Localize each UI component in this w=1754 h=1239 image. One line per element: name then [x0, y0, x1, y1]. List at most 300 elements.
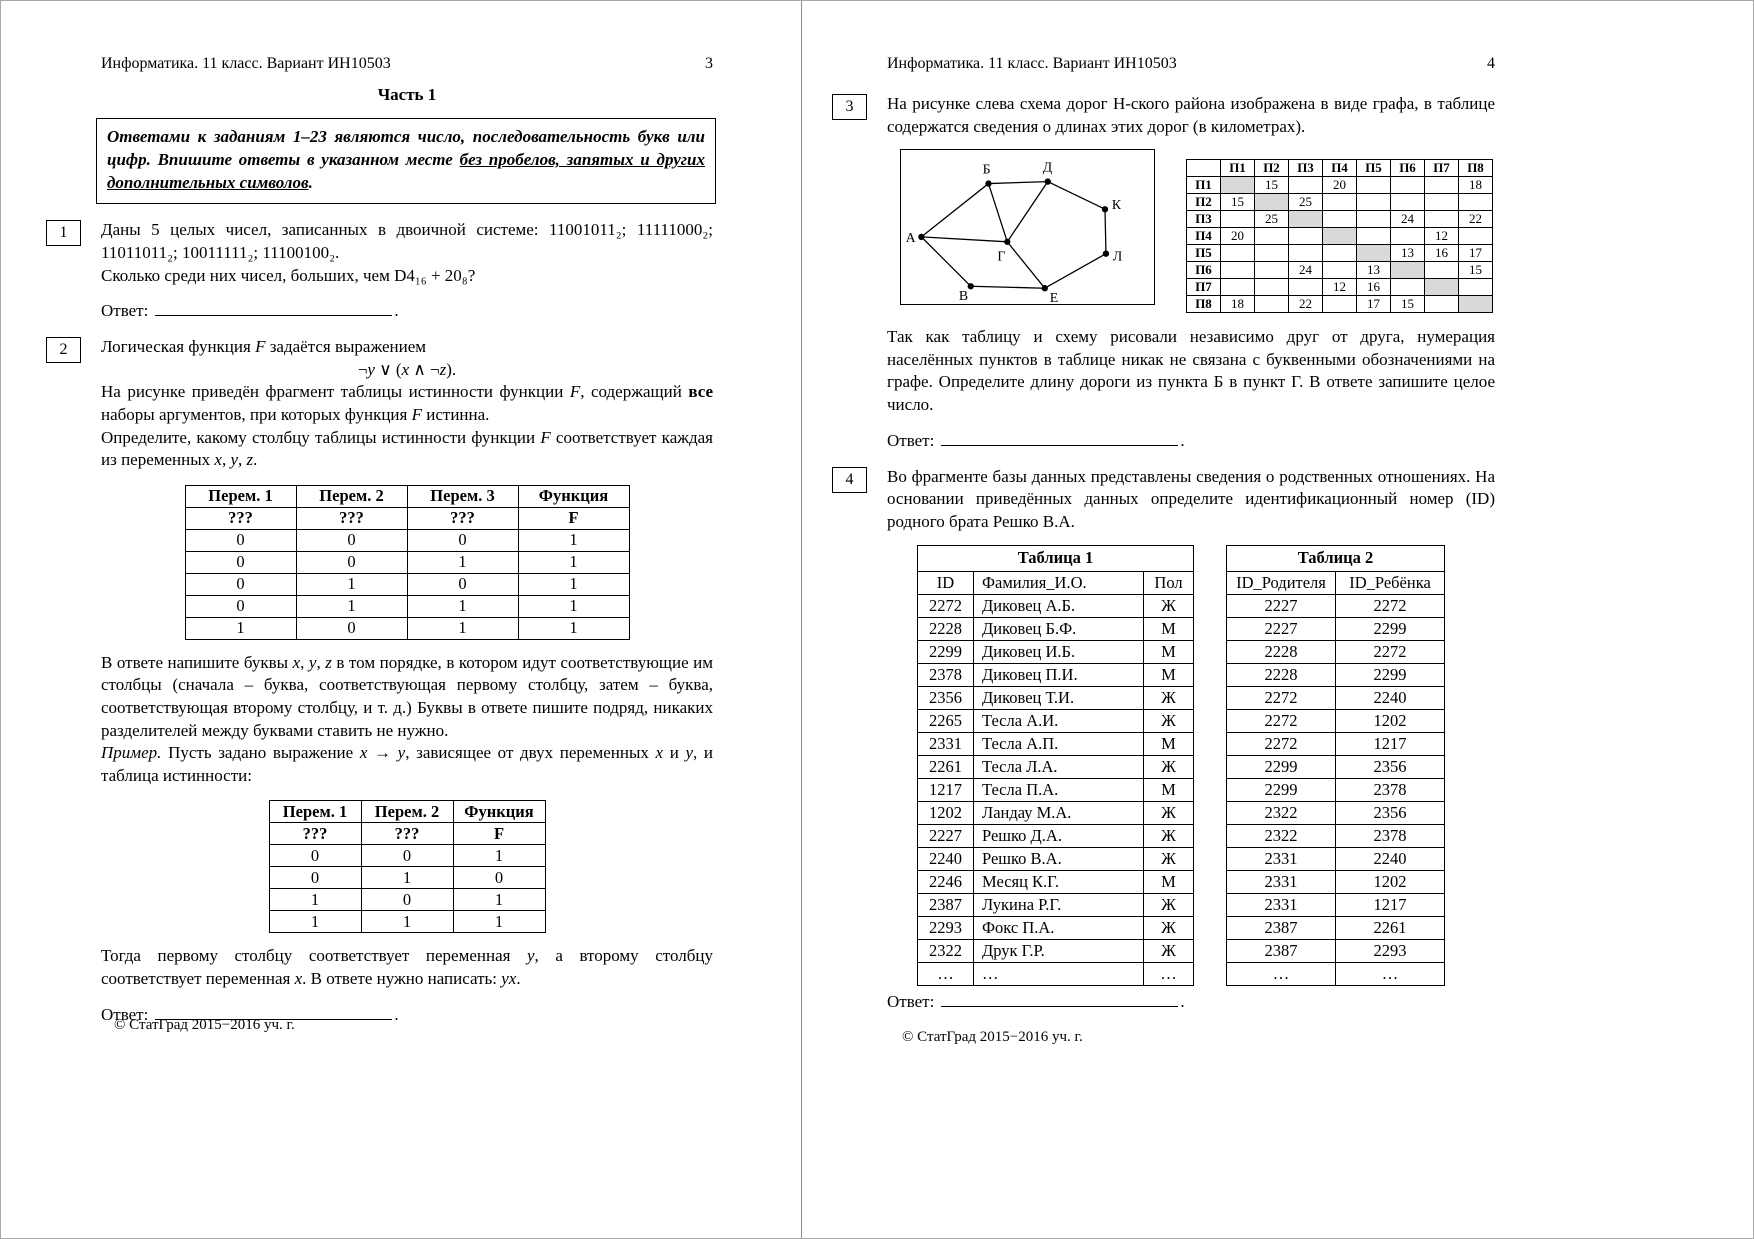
table-cell: …: [1336, 963, 1445, 986]
table-cell: П5: [1357, 160, 1391, 177]
table-cell: Перем. 2: [361, 801, 453, 823]
road-graph-figure: [900, 149, 1155, 305]
table-cell: 0: [361, 845, 453, 867]
table-cell: 0: [185, 573, 296, 595]
table-cell: 15: [1255, 177, 1289, 194]
table-cell: Пол: [1144, 572, 1194, 595]
table-row: [1187, 228, 1493, 245]
table-cell: 2261: [918, 756, 974, 779]
table-row: [1227, 871, 1445, 894]
table-row: [1227, 802, 1445, 825]
table-row: [1227, 664, 1445, 687]
table-row: [1227, 733, 1445, 756]
text-segment: задаётся выражением: [265, 337, 427, 357]
example-truth-table: [269, 800, 546, 933]
text-segment: ,: [300, 652, 309, 672]
table-cell: 0: [453, 867, 545, 889]
task-2-example-explanation: [101, 945, 713, 990]
table-cell: [1391, 194, 1425, 211]
table-cell: П1: [1187, 177, 1221, 194]
table-cell: …: [918, 963, 974, 986]
answer-label: Ответ:: [101, 301, 149, 321]
table-row: [185, 529, 629, 551]
table-cell: [1255, 228, 1289, 245]
table-caption: Таблица 2: [1226, 545, 1445, 571]
table-cell: [1289, 279, 1323, 296]
table-cell: 2293: [918, 917, 974, 940]
table-cell: 2387: [918, 894, 974, 917]
table-cell: Функция: [453, 801, 545, 823]
table-cell: 2356: [1336, 802, 1445, 825]
table-cell: Решко Д.А.: [974, 825, 1144, 848]
table-cell: [1323, 194, 1357, 211]
table-row: [918, 641, 1194, 664]
table-cell: [1391, 262, 1425, 279]
answer-blank: [941, 433, 1178, 446]
table-cell: Ж: [1144, 825, 1194, 848]
table-cell: 13: [1391, 245, 1425, 262]
text-segment: z: [439, 359, 447, 379]
table-row: [269, 911, 545, 933]
table-cell: 20: [1221, 228, 1255, 245]
table-cell: [1459, 279, 1493, 296]
table-cell: [1357, 245, 1391, 262]
table-row: [1187, 211, 1493, 228]
table-cell: П6: [1391, 160, 1425, 177]
text-segment: в том порядке, в котором идут соответствующие им столбцы (сначала – буква, соответствующая первому столбцу, затем – буква, соответствующая второму столбцу, и т. д.) Буквы в ответе пишите подряд, никаких разделителей между буквами ставить не нужно.: [101, 652, 714, 740]
table-cell: 20: [1323, 177, 1357, 194]
page-4: [802, 1, 1754, 1238]
table-cell: Тесла Л.А.: [974, 756, 1144, 779]
page-3: [1, 1, 801, 1238]
table-cell: 1: [453, 889, 545, 911]
table-cell: 2272: [918, 595, 974, 618]
table-cell: 2356: [918, 687, 974, 710]
table-cell: 0: [361, 889, 453, 911]
table-cell: 2322: [918, 940, 974, 963]
table-cell: ???: [185, 507, 296, 529]
table-cell: 0: [407, 573, 518, 595]
table-cell: 24: [1289, 262, 1323, 279]
table-cell: [1255, 262, 1289, 279]
text-segment: F: [411, 404, 422, 424]
table-cell: 2322: [1227, 825, 1336, 848]
text-segment: ,: [316, 652, 326, 672]
text-segment: В ответе напишите буквы: [101, 652, 293, 672]
text-segment: ¬: [357, 359, 368, 379]
task-2-description: [101, 381, 713, 426]
table-cell: 2227: [918, 825, 974, 848]
table-row: [918, 894, 1194, 917]
task-4-number-box: 4: [832, 467, 867, 493]
table-cell: 13: [1357, 262, 1391, 279]
table-cell: Перем. 3: [407, 485, 518, 507]
text-segment: .: [516, 969, 521, 989]
text-segment: соответствует каждая из переменных: [101, 427, 713, 470]
page-number: 3: [705, 55, 713, 72]
table-cell: ID_Ребёнка: [1336, 572, 1445, 595]
text-segment: yx: [501, 969, 517, 989]
table-row: [1187, 262, 1493, 279]
table-cell: 1: [453, 845, 545, 867]
table-row: [1227, 687, 1445, 710]
table-cell: [1323, 245, 1357, 262]
table-cell: 1202: [1336, 710, 1445, 733]
table-cell: 12: [1425, 228, 1459, 245]
svg-text:Л: Л: [1112, 248, 1123, 264]
table-row: [1227, 825, 1445, 848]
table-row: [918, 871, 1194, 894]
table-cell: Ландау М.А.: [974, 802, 1144, 825]
table-cell: 2387: [1227, 940, 1336, 963]
table-cell: Ж: [1144, 756, 1194, 779]
table-cell: [1323, 262, 1357, 279]
table-cell: 1: [407, 617, 518, 639]
text-segment: x: [294, 969, 303, 989]
table-row: [1227, 572, 1445, 595]
table-cell: 2227: [1227, 595, 1336, 618]
table-cell: Перем. 1: [185, 485, 296, 507]
text-segment: Ответами к заданиям 1–23 являются число, последовательность букв или цифр. Впишите ответы в указанном месте: [107, 127, 705, 170]
table-cell: 17: [1357, 296, 1391, 313]
table-cell: 1: [296, 595, 407, 617]
table-cell: Диковец Т.И.: [974, 687, 1144, 710]
table-row: [918, 618, 1194, 641]
table-cell: Друк Г.Р.: [974, 940, 1144, 963]
table-cell: 25: [1255, 211, 1289, 228]
table-cell: 16: [1357, 279, 1391, 296]
table-cell: [1425, 262, 1459, 279]
table-cell: [1255, 296, 1289, 313]
table-cell: 1: [296, 573, 407, 595]
table-cell: [1459, 228, 1493, 245]
table-cell: П3: [1289, 160, 1323, 177]
table-cell: Фамилия_И.О.: [974, 572, 1144, 595]
table-cell: 2331: [1227, 894, 1336, 917]
table-row: [185, 617, 629, 639]
table-cell: 1: [269, 889, 361, 911]
table-cell: 2265: [918, 710, 974, 733]
table-row: [1187, 160, 1493, 177]
table-cell: …: [1144, 963, 1194, 986]
table-row: [918, 572, 1194, 595]
svg-text:А: А: [905, 230, 916, 246]
text-segment: , содержащий: [580, 382, 689, 402]
table-row: [269, 889, 545, 911]
table-cell: [1323, 211, 1357, 228]
table-cell: М: [1144, 641, 1194, 664]
table-cell: 15: [1221, 194, 1255, 211]
task-1-text: Даны 5 целых чисел, записанных в двоичной системе: 11001011₂; 11111000₂; 11011011₂; 10011111₂; 11100100₂.: [101, 220, 713, 262]
table-row: [1187, 177, 1493, 194]
text-segment: Пусть задано выражение: [161, 743, 360, 763]
table-cell: [1323, 228, 1357, 245]
text-segment: Логическая функция: [101, 337, 256, 357]
table-row: [1227, 641, 1445, 664]
table-cell: 0: [185, 529, 296, 551]
table-cell: 2387: [1227, 917, 1336, 940]
table-row: [918, 710, 1194, 733]
table-cell: П2: [1255, 160, 1289, 177]
table-cell: ID: [918, 572, 974, 595]
task-3-question: Так как таблицу и схему рисовали независимо друг от друга, нумерация населённых пунктов в таблице никак не связана с буквенными обозначениями на графе. Определите длину дороги из пункта Б в пункт Г. В ответе запишите целое число.: [887, 327, 1495, 415]
table-cell: П3: [1187, 211, 1221, 228]
part-title: Часть 1: [377, 85, 437, 104]
table-cell: 2299: [1227, 756, 1336, 779]
table-cell: 1: [453, 911, 545, 933]
table-caption: Таблица 1: [917, 545, 1194, 571]
parent-child-table: [1226, 545, 1445, 986]
task-4: [845, 466, 1495, 1013]
table-cell: [1459, 194, 1493, 211]
text-segment: ,: [238, 450, 247, 470]
answer-line: [887, 431, 1495, 451]
table-cell: 0: [269, 845, 361, 867]
text-segment: Пример.: [101, 743, 162, 763]
table-cell: 1: [407, 595, 518, 617]
table-cell: 0: [269, 867, 361, 889]
text-segment: , зависящее от двух переменных: [405, 743, 656, 763]
table-cell: 2272: [1227, 733, 1336, 756]
text-segment: x: [359, 743, 368, 763]
answer-period: .: [1180, 430, 1185, 450]
table-row: [918, 733, 1194, 756]
table-cell: 1: [361, 911, 453, 933]
table-cell: [1357, 211, 1391, 228]
task-1-number-box: 1: [46, 220, 81, 246]
table-cell: Диковец А.Б.: [974, 595, 1144, 618]
road-graph: [901, 150, 1154, 304]
svg-text:Г: Г: [997, 248, 1006, 264]
answer-label: Ответ:: [887, 992, 935, 1012]
table-cell: 2378: [1336, 825, 1445, 848]
svg-text:Д: Д: [1042, 159, 1053, 175]
task-3-text: На рисунке слева схема дорог Н-ского района изображена в виде графа, в таблице содержатся сведения о длинах этих дорог (в километрах).: [887, 94, 1495, 136]
table-cell: …: [974, 963, 1144, 986]
table-cell: [1357, 194, 1391, 211]
table-cell: 0: [407, 529, 518, 551]
table-row: [1227, 779, 1445, 802]
table-cell: Тесла А.П.: [974, 733, 1144, 756]
table-cell: П6: [1187, 262, 1221, 279]
text-segment: y: [397, 743, 406, 763]
table-cell: 2246: [918, 871, 974, 894]
text-segment: x: [401, 359, 410, 379]
table-cell: 2299: [918, 641, 974, 664]
table-cell: 2299: [1336, 664, 1445, 687]
table-cell: [1323, 296, 1357, 313]
table-cell: 2227: [1227, 618, 1336, 641]
table-cell: Функция: [518, 485, 629, 507]
table-cell: 12: [1323, 279, 1357, 296]
table-row: [1227, 917, 1445, 940]
table-cell: [1221, 211, 1255, 228]
table-cell: [1255, 279, 1289, 296]
table-cell: [1187, 160, 1221, 177]
table-cell: [1459, 296, 1493, 313]
table-cell: 22: [1459, 211, 1493, 228]
page-number: 4: [1487, 55, 1495, 72]
page-header: [887, 1, 1495, 73]
table-cell: Ж: [1144, 940, 1194, 963]
table-cell: 1: [407, 551, 518, 573]
table-cell: [1255, 194, 1289, 211]
copyright-footer: © СтатГрад 2015−2016 уч. г.: [902, 1029, 1083, 1045]
text-segment: наборы аргументов, при которых функция: [101, 404, 412, 424]
table-cell: F: [518, 507, 629, 529]
table-cell: Перем. 2: [296, 485, 407, 507]
table-cell: 2228: [1227, 641, 1336, 664]
answer-blank: [155, 303, 392, 316]
answer-blank: [941, 994, 1178, 1007]
table-cell: П7: [1425, 160, 1459, 177]
table-cell: 2293: [1336, 940, 1445, 963]
table-cell: [1425, 296, 1459, 313]
task-1-question: Сколько среди них чисел, больших, чем D4₁₆ + 20₈?: [101, 265, 476, 285]
table-cell: 1: [185, 617, 296, 639]
task-3-number-box: 3: [832, 94, 867, 120]
table-cell: [1391, 228, 1425, 245]
table-row: [918, 664, 1194, 687]
table-cell: 17: [1459, 245, 1493, 262]
task-2-formula: [101, 359, 713, 382]
table-cell: 2299: [1336, 618, 1445, 641]
task-3: [845, 93, 1495, 451]
table-cell: Перем. 1: [269, 801, 361, 823]
text-segment: →: [367, 743, 398, 763]
table-cell: 2228: [1227, 664, 1336, 687]
table-cell: F: [453, 823, 545, 845]
task-2-example-intro: [101, 742, 713, 787]
table-cell: 1217: [918, 779, 974, 802]
table-cell: П4: [1323, 160, 1357, 177]
table-row: [185, 573, 629, 595]
text-segment: F: [255, 337, 266, 357]
text-segment: y: [685, 743, 693, 763]
table-cell: 2322: [1227, 802, 1336, 825]
table-cell: 2356: [1336, 756, 1445, 779]
table-row: [918, 595, 1194, 618]
database-tables: [917, 545, 1495, 986]
table-cell: 0: [185, 595, 296, 617]
table-cell: 18: [1221, 296, 1255, 313]
table-cell: 0: [296, 617, 407, 639]
table-row: [918, 848, 1194, 871]
text-segment: y: [527, 946, 535, 966]
task-4-text: Во фрагменте базы данных представлены сведения о родственных отношениях. На основании приведённых данных определите идентификационный номер (ID) родного брата Решко В.А.: [887, 466, 1495, 531]
table-cell: Ж: [1144, 687, 1194, 710]
task-2-answer-format: [101, 652, 713, 742]
table-cell: [1221, 279, 1255, 296]
table-row: [918, 802, 1194, 825]
table-cell: [1425, 211, 1459, 228]
answer-period: .: [394, 301, 399, 321]
answer-label: Ответ:: [101, 1004, 149, 1024]
document-title: Информатика. 11 класс. Вариант ИН10503: [887, 55, 1177, 72]
table-cell: 1: [518, 617, 629, 639]
task-2-intro: [101, 336, 713, 359]
text-segment: .: [308, 173, 313, 193]
table-row: [918, 940, 1194, 963]
table-row: [1227, 595, 1445, 618]
text-segment: ∧ ¬: [409, 359, 440, 379]
table-cell: [1289, 245, 1323, 262]
table-cell: …: [1227, 963, 1336, 986]
table-row: [185, 485, 629, 507]
table-cell: ???: [269, 823, 361, 845]
table-cell: 16: [1425, 245, 1459, 262]
text-segment: z: [325, 652, 332, 672]
table-row: [1227, 894, 1445, 917]
table-cell: ???: [361, 823, 453, 845]
table-row: [1187, 245, 1493, 262]
document-title: Информатика. 11 класс. Вариант ИН10503: [101, 55, 391, 72]
svg-text:Е: Е: [1049, 290, 1059, 305]
table-cell: [1221, 245, 1255, 262]
text-segment: без пробелов, запятых и других дополнительных символов: [107, 150, 705, 193]
text-segment: F: [540, 427, 551, 447]
table-cell: [1221, 177, 1255, 194]
table-cell: Решко В.А.: [974, 848, 1144, 871]
table-cell: Тесла А.И.: [974, 710, 1144, 733]
text-segment: x: [655, 743, 664, 763]
table-cell: 2272: [1336, 641, 1445, 664]
table-cell: П8: [1459, 160, 1493, 177]
table-cell: 2272: [1336, 595, 1445, 618]
table-cell: М: [1144, 779, 1194, 802]
table-cell: 1202: [918, 802, 974, 825]
table-row: [918, 825, 1194, 848]
table-row: [918, 779, 1194, 802]
table-cell: [1255, 245, 1289, 262]
table-cell: 1217: [1336, 733, 1445, 756]
table-row: [1227, 756, 1445, 779]
table-cell: 22: [1289, 296, 1323, 313]
answer-label: Ответ:: [887, 430, 935, 450]
table-cell: 2240: [918, 848, 974, 871]
task-2-number-box: 2: [46, 337, 81, 363]
text-segment: x: [214, 450, 222, 470]
table-row: [1187, 279, 1493, 296]
table-cell: 1: [518, 595, 629, 617]
table-cell: 0: [296, 551, 407, 573]
table-cell: 15: [1459, 262, 1493, 279]
table-cell: 2240: [1336, 848, 1445, 871]
text-segment: y: [367, 359, 375, 379]
table-cell: 1: [269, 911, 361, 933]
text-segment: y: [230, 450, 239, 470]
table-cell: М: [1144, 871, 1194, 894]
table-cell: 2331: [1227, 871, 1336, 894]
table-row: [269, 801, 545, 823]
table-row: [1227, 963, 1445, 986]
text-segment: z: [246, 450, 254, 470]
table-cell: ???: [407, 507, 518, 529]
text-segment: F: [569, 382, 581, 402]
table-cell: П7: [1187, 279, 1221, 296]
table-row: [918, 756, 1194, 779]
table-cell: 1: [518, 573, 629, 595]
task-2-question: [101, 427, 713, 472]
table-cell: Ж: [1144, 710, 1194, 733]
table-cell: Диковец И.Б.: [974, 641, 1144, 664]
table-row: [1227, 618, 1445, 641]
table-cell: Тесла П.А.: [974, 779, 1144, 802]
table-cell: 1: [518, 551, 629, 573]
table-row: [185, 507, 629, 529]
table-cell: 0: [296, 529, 407, 551]
truth-table: [185, 485, 630, 640]
